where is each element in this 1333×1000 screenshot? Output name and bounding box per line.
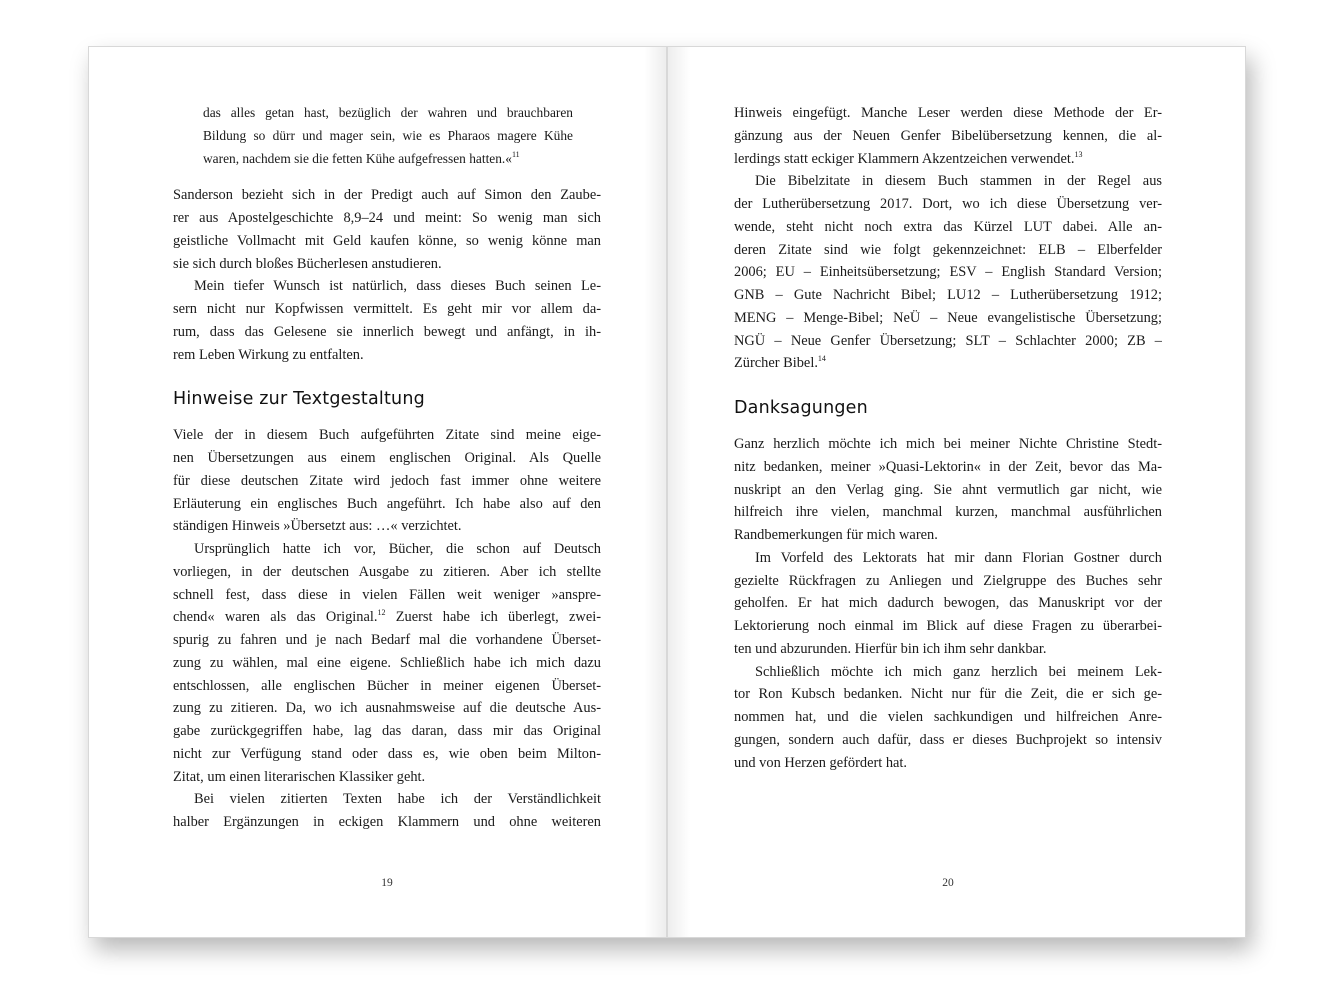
text-line: Randbemerkungen für mich waren. xyxy=(734,527,938,543)
text-line: hilfreich ihre vielen, manchmal kurzen, manchmal ausführlichen xyxy=(734,504,1162,521)
footnote-ref: 13 xyxy=(1074,149,1083,159)
paragraph xyxy=(734,547,1162,661)
left-page xyxy=(88,46,667,938)
text-line: und von Herzen gefördert hat. xyxy=(734,754,908,771)
paragraph xyxy=(734,170,1162,375)
text-line: nommen hat, und die vielen sachkundigen und hilfreichen Anre- xyxy=(734,709,1162,725)
text-line: gungen, sondern auch dafür, dass er dieses Buchprojekt so intensiv xyxy=(734,731,1162,748)
section-heading-wrap xyxy=(173,366,601,424)
paragraph xyxy=(734,661,1162,775)
text-line: Ursprünglich hatte ich vor, Bücher, die schon auf Deutsch xyxy=(194,541,601,557)
text-line: nitz bedanken, meiner »Quasi-Lektorin« in der Zeit, bevor das Ma- xyxy=(734,458,1162,475)
text-line: gezielte Rückfragen zu Anliegen und Zielgruppe des Buches sehr xyxy=(734,572,1162,589)
quote-line: Bildung so dürr und mager sein, wie es Pharaos magere Kühe xyxy=(203,127,573,143)
text-line: Schließlich möchte ich mich ganz herzlich bei meinem Lek- xyxy=(755,663,1162,680)
text-line: rer aus Apostelgeschichte 8,9–24 und meint: So wenig man sich xyxy=(173,210,601,226)
text-line: halber Ergänzungen in eckigen Klammern und ohne weiteren xyxy=(173,814,601,830)
text-line: nen Übersetzungen aus einem englischen Original. Als Quelle xyxy=(173,450,601,466)
text-line: Bei vielen zitierten Texten habe ich der Verständlichkeit xyxy=(194,791,601,808)
text-line: gänzung aus der Neuen Genfer Bibelübersetzung kennen, die al- xyxy=(734,127,1162,144)
paragraph xyxy=(734,102,1162,170)
paragraph xyxy=(734,433,1162,547)
text-line: deren Zitate sind wie folgt gekennzeichnet: ELB – Elberfelder xyxy=(734,241,1162,258)
text-segment: Zürcher Bibel. xyxy=(734,355,818,372)
text-line: Lektorierung noch einmal im Blick auf diese Fragen zu überarbei- xyxy=(734,618,1162,634)
section-heading: Hinweise zur Textgestaltung xyxy=(173,389,425,410)
text-line: ten und abzurunden. Hierfür bin ich ihm sehr dankbar. xyxy=(734,640,1047,657)
text-line: MENG – Menge-Bibel; NeÜ – Neue evangelistische Übersetzung; xyxy=(734,309,1162,326)
text-line: spurig zu fahren und je nach Bedarf mal die vorhandene Überset- xyxy=(173,632,601,648)
text-line: Mein tiefer Wunsch ist natürlich, dass dieses Buch seinen Le- xyxy=(194,278,601,295)
paragraph xyxy=(173,424,601,538)
text-line: vorliegen, in der deutschen Ausgabe zu zitieren. Aber ich stellte xyxy=(173,563,601,580)
text-line: zung zu zitieren. Da, wo ich ausnahmsweise auf die deutsche Aus- xyxy=(173,700,601,717)
text-line: ständigen Hinweis »Übersetzt aus: …« verzichtet. xyxy=(173,518,462,535)
footnote-ref: 11 xyxy=(511,149,520,159)
text-line: sern nicht nur Kopfwissen vermittelt. Es geht mir vor allem da- xyxy=(173,301,601,317)
text-line: geistliche Vollmacht mit Geld kaufen könne, so wenig könne man xyxy=(173,232,601,249)
text-line: nicht zur Verfügung stand oder dass es, wie oben beim Milton- xyxy=(173,745,601,762)
right-page xyxy=(667,46,1246,938)
text-line: tor Ron Kubsch bedanken. Nicht nur für die Zeit, die er sich ge- xyxy=(734,686,1162,703)
text-line: GNB – Gute Nachricht Bibel; LU12 – Lutherübersetzung 1912; xyxy=(734,287,1162,303)
gutter-shadow xyxy=(644,47,666,937)
text-line xyxy=(173,606,601,629)
page-number: 20 xyxy=(942,877,954,889)
text-line: geholfen. Er hat mich dadurch bewogen, das Manuskript vor der xyxy=(734,595,1162,612)
text-line: der Lutherübersetzung 2017. Dort, wo ich diese Übersetzung ver- xyxy=(734,196,1162,212)
text-line: Zitat, um einen literarischen Klassiker geht. xyxy=(173,768,426,785)
text-line xyxy=(734,148,1162,171)
section-heading-wrap xyxy=(734,375,1162,433)
text-line: Hinweis eingefügt. Manche Leser werden diese Methode der Er- xyxy=(734,105,1162,121)
block-quote xyxy=(173,102,601,170)
page-number: 19 xyxy=(381,877,393,889)
text-line: für diese deutschen Zitate wird jedoch fast immer ohne weitere xyxy=(173,472,601,489)
text-line: Im Vorfeld des Lektorats hat mir dann Florian Gostner durch xyxy=(755,549,1162,566)
quote-line: das alles getan hast, bezüglich der wahren und brauchbaren xyxy=(203,105,573,120)
text-line: schnell fest, dass diese in vielen Fällen weit weniger »anspre- xyxy=(173,586,601,603)
right-text-block xyxy=(734,102,1162,774)
book-spread xyxy=(88,46,1246,938)
text-segment: Zuerst habe ich überlegt, zwei- xyxy=(385,609,601,626)
text-line: Erläuterung ein englisches Buch angeführt. Ich habe also auf den xyxy=(173,495,601,512)
text-line: Sanderson bezieht sich in der Predigt auch auf Simon den Zaube- xyxy=(173,187,601,204)
paragraph xyxy=(173,788,601,834)
footnote-ref: 12 xyxy=(377,608,386,618)
paragraph xyxy=(173,184,601,275)
text-line: 2006; EU – Einheitsübersetzung; ESV – English Standard Version; xyxy=(734,264,1162,281)
text-line: zung zu wählen, mal eine eigene. Schließlich habe ich mich dazu xyxy=(173,654,601,671)
text-segment: lerdings statt eckiger Klammern Akzentzeichen verwendet. xyxy=(734,150,1075,167)
text-line: entschlossen, alle englischen Bücher in meiner eigenen Überset- xyxy=(173,677,601,694)
text-line: sie sich durch bloßes Bücherlesen anstudieren. xyxy=(173,255,442,272)
text-segment: chend« waren als das Original. xyxy=(173,609,378,626)
paragraph xyxy=(173,538,601,788)
text-line: rum, dass das Gelesene sie innerlich bewegt und anfängt, in ih- xyxy=(173,323,601,340)
text-line: Viele der in diesem Buch aufgeführten Zitate sind meine eige- xyxy=(173,427,601,444)
text-line: rem Leben Wirkung zu entfalten. xyxy=(173,346,364,363)
quote-text: waren, nachdem sie die fetten Kühe aufgefressen hatten.« xyxy=(203,150,512,166)
quote-line xyxy=(173,148,601,171)
text-line: nuskript an den Verlag ging. Sie ahnt vermutlich gar nicht, wie xyxy=(734,481,1162,498)
footnote-ref: 14 xyxy=(817,354,826,364)
text-line: wende, steht nicht noch extra das Kürzel LUT dabei. Alle an- xyxy=(734,218,1162,235)
text-line xyxy=(734,352,1162,375)
text-line: NGÜ – Neue Genfer Übersetzung; SLT – Schlachter 2000; ZB – xyxy=(734,332,1162,349)
paragraph xyxy=(173,275,601,366)
section-heading: Danksagungen xyxy=(734,398,868,418)
text-line: Ganz herzlich möchte ich mich bei meiner Nichte Christine Stedt- xyxy=(734,436,1162,452)
text-line: Die Bibelzitate in diesem Buch stammen in der Regel aus xyxy=(755,173,1162,190)
left-text-block xyxy=(173,102,601,834)
text-line: gabe zurückgegriffen habe, lag das daran, dass mir das Original xyxy=(173,723,601,739)
gutter-shadow xyxy=(668,47,690,937)
